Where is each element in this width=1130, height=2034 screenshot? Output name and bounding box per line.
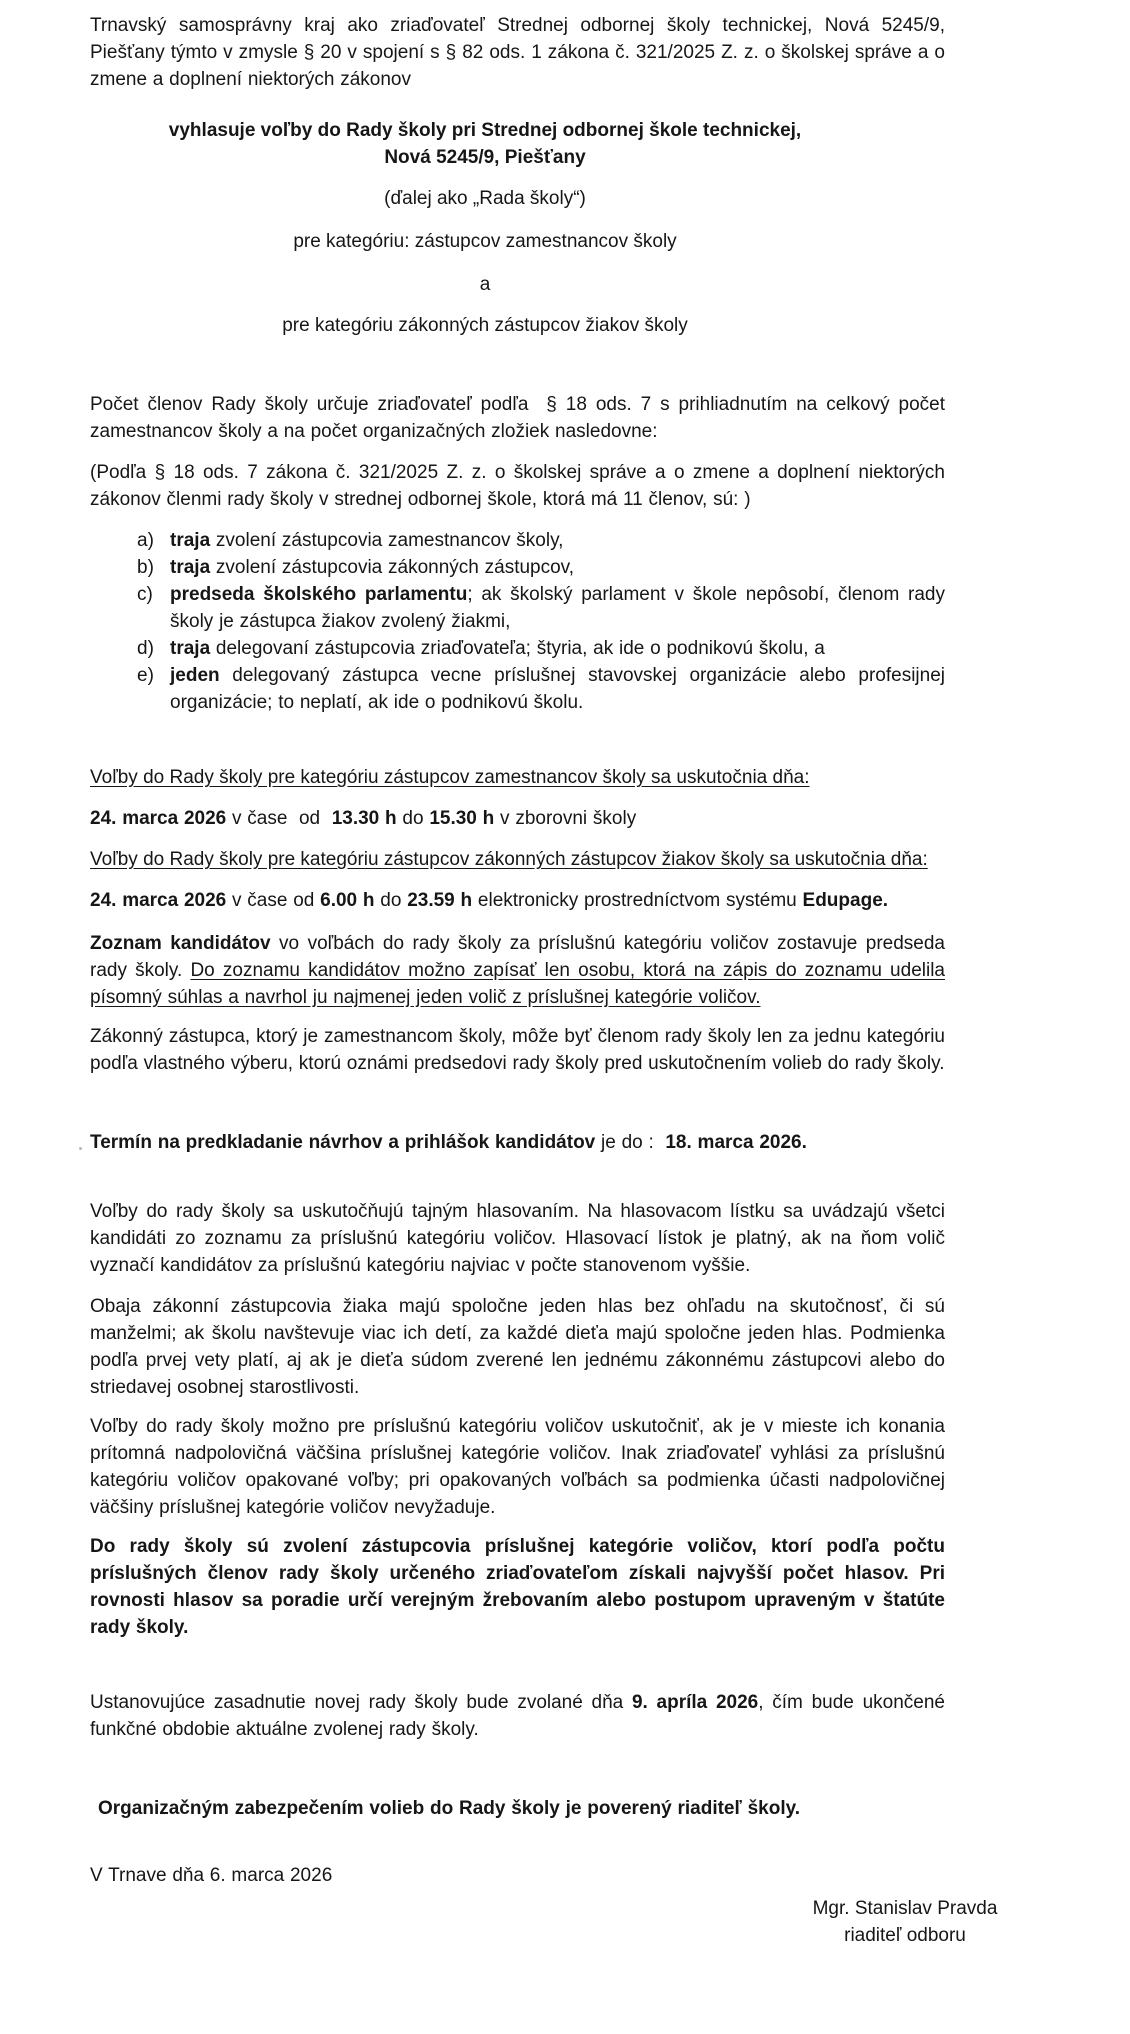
election-time-from: 13.30 h (331, 808, 397, 829)
election-employees-heading: Voľby do Rady školy pre kategóriu zástupcov zamestnancov školy sa uskutočnia dňa: (90, 767, 810, 788)
voting-paragraph: Voľby do rady školy sa uskutočňujú tajným hlasovaním. Na hlasovacom lístku sa uvádzajú všetci kandidáti zo zoznamu za príslušnú kategóriu voličov. Hlasovací lístok je platný, ak na ňom volič vyznačí kandidátov za príslušnú kategóriu najviac v počte stanovenom vyššie. (90, 1201, 945, 1276)
category-employees-line: pre kategóriu: zástupcov zamestnancov školy (293, 231, 677, 252)
list-item (90, 581, 945, 635)
election-time-to: 23.59 h (407, 890, 473, 911)
list-item-bold: traja (170, 557, 211, 578)
guardian-paragraph: Zákonný zástupca, ktorý je zamestnancom školy, môže byť členom rady školy len za jednu kategóriu podľa vlastného výberu, ktorú oznámi predsedovi rady školy pred uskutočnením volieb do rady školy. (90, 1026, 945, 1074)
deadline-line: Termín na predkladanie návrhov a prihlášok kandidátov je do : 18. marca 2026. (90, 1132, 807, 1153)
list-item-bold: jeden (170, 665, 220, 686)
deadline-lead: Termín na predkladanie návrhov a prihlášok kandidátov (90, 1132, 596, 1153)
place-date-line: V Trnave dňa 6. marca 2026 (90, 1865, 333, 1886)
list-item (90, 635, 945, 662)
quorum-paragraph: Voľby do rady školy možno pre príslušnú kategóriu voličov uskutočniť, ak je v mieste ich konania prítomná nadpolovičná väčšina príslušnej kategórie voličov. Inak zriaďovateľ vyhlási za príslušnú kategóriu voličov opakované voľby; pri opakovaných voľbách sa podmienka účasti nadpolovičnej väčšiny príslušnej kategórie voličov nevyžaduje. (90, 1416, 945, 1518)
election-time-from: 6.00 h (320, 890, 375, 911)
members-list (90, 527, 945, 716)
signature-title: riaditeľ odboru (844, 1925, 966, 1946)
list-item (90, 527, 945, 554)
list-item-rest: delegovaní zástupcovia zriaďovateľa; štyria, ak ide o podnikovú školu, a (210, 638, 825, 659)
list-item-text (170, 635, 945, 662)
list-item-marker: d) (137, 638, 154, 659)
election-date: 24. marca 2026 (90, 808, 227, 829)
list-item-rest: zvolení zástupcovia zákonných zástupcov, (210, 557, 575, 578)
list-item-bold: predseda školského parlamentu (170, 584, 468, 605)
signature-block (760, 1895, 1050, 1949)
list-item-rest: ; ak školský parlament v škole nepôsobí, členom rady školy je zástupca žiakov zvolený žiakmi, (170, 584, 945, 632)
system-name: Edupage. (802, 890, 889, 911)
list-item-text (170, 662, 945, 716)
candidates-lead: Zoznam kandidátov (90, 933, 271, 954)
intro-paragraph: Trnavský samosprávny kraj ako zriaďovateľ Strednej odbornej školy technickej, Nová 5245/9, Piešťany týmto v zmysle § 20 v spojení s § 82 ods. 1 zákona č. 321/2025 Z. z. o školskej správe a o zmene a doplnení niektorých zákonov (90, 15, 945, 90)
list-item-text (170, 527, 945, 554)
signature-name: Mgr. Stanislav Pravda (812, 1898, 998, 1919)
alias-line: (ďalej ako „Rada školy“) (384, 188, 586, 209)
list-item-marker: a) (137, 530, 154, 551)
proclamation-line-1: vyhlasuje voľby do Rady školy pri Strednej odbornej škole technickej, (168, 120, 802, 141)
list-item-text (170, 581, 945, 635)
election-date: 24. marca 2026 (90, 890, 227, 911)
deadline-date: 18. marca 2026. (665, 1132, 807, 1153)
election-guardians-heading: Voľby do Rady školy pre kategóriu zástupcov zákonných zástupcov žiakov školy sa uskutočnia dňa: (90, 849, 928, 870)
session-date: 9. apríla 2026 (631, 1692, 759, 1713)
parents-paragraph: Obaja zákonní zástupcovia žiaka majú spoločne jeden hlas bez ohľadu na skutočnosť, či sú manželmi; ak školu navštevuje viac ich detí, za každé dieťa majú spoločne jeden hlas. Podmienka podľa prvej vety platí, aj ak je dieťa súdom zverené len jednému zákonnému zástupcovi alebo do striedavej osobnej starostlivosti. (90, 1296, 945, 1398)
list-item (90, 662, 945, 716)
organization-line: Organizačným zabezpečením volieb do Rady školy je poverený riaditeľ školy. (98, 1798, 801, 1819)
proclamation-line-2: Nová 5245/9, Piešťany (384, 147, 586, 168)
scan-speck (79, 1147, 82, 1150)
list-item (90, 554, 945, 581)
candidates-paragraph: Zoznam kandidátov vo voľbách do rady školy za príslušnú kategóriu voličov zostavuje predseda rady školy. Do zoznamu kandidátov možno zapísať len osobu, ktorá na zápis do zoznamu udelila písomný súhlas a navrhol ju najmenej jeden volič z príslušnej kategórie voličov. (90, 933, 946, 1008)
members-count-paragraph: Počet členov Rady školy určuje zriaďovateľ podľa § 18 ods. 7 s prihliadnutím na celkový počet zamestnancov školy a na počet organizačných zložiek nasledovne: (90, 394, 951, 442)
conjunction-line: a (479, 274, 491, 295)
results-paragraph: Do rady školy sú zvolení zástupcovia príslušnej kategórie voličov, ktorí podľa počtu príslušných členov rady školy určeného zriaďovateľom získali najvyšší počet hlasov. Pri rovnosti hlasov sa poradie určí verejným žrebovaním alebo postupom upraveným v štatúte rady školy. (90, 1536, 945, 1638)
law-note-paragraph: (Podľa § 18 ods. 7 zákona č. 321/2025 Z. z. o školskej správe a o zmene a doplnení niektorých zákonov členmi rady školy v strednej odbornej škole, ktorá má 11 členov, sú: ) (90, 462, 945, 510)
session-paragraph: Ustanovujúce zasadnutie novej rady školy bude zvolané dňa 9. apríla 2026, čím bude ukončené funkčné obdobie aktuálne zvolenej rady školy. (90, 1692, 945, 1740)
election-guardians-date-line: 24. marca 2026 v čase od 6.00 h do 23.59 h elektronicky prostredníctvom systému Edupage. (90, 890, 889, 911)
list-item-rest: delegovaný zástupca vecne príslušnej stavovskej organizácie alebo profesijnej organizácie; to neplatí, ak ide o podnikovú školu. (170, 665, 945, 713)
list-item-rest: zvolení zástupcovia zamestnancov školy, (210, 530, 564, 551)
list-item-marker: e) (137, 665, 154, 686)
list-item-marker: b) (137, 557, 154, 578)
proclamation-block (90, 117, 880, 339)
election-employees-date-line: 24. marca 2026 v čase od 13.30 h do 15.30 h v zborovni školy (90, 808, 637, 829)
list-item-text (170, 554, 945, 581)
list-item-bold: traja (170, 530, 211, 551)
category-guardians-line: pre kategóriu zákonných zástupcov žiakov školy (282, 315, 688, 336)
election-time-to: 15.30 h (429, 808, 495, 829)
candidates-underlined: Do zoznamu kandidátov možno zapísať len osobu, ktorá na zápis do zoznamu udelila písomný súhlas a navrhol ju najmenej jeden volič z príslušnej kategórie voličov. (90, 960, 945, 1008)
list-item-bold: traja (170, 638, 211, 659)
list-item-marker: c) (137, 584, 153, 605)
